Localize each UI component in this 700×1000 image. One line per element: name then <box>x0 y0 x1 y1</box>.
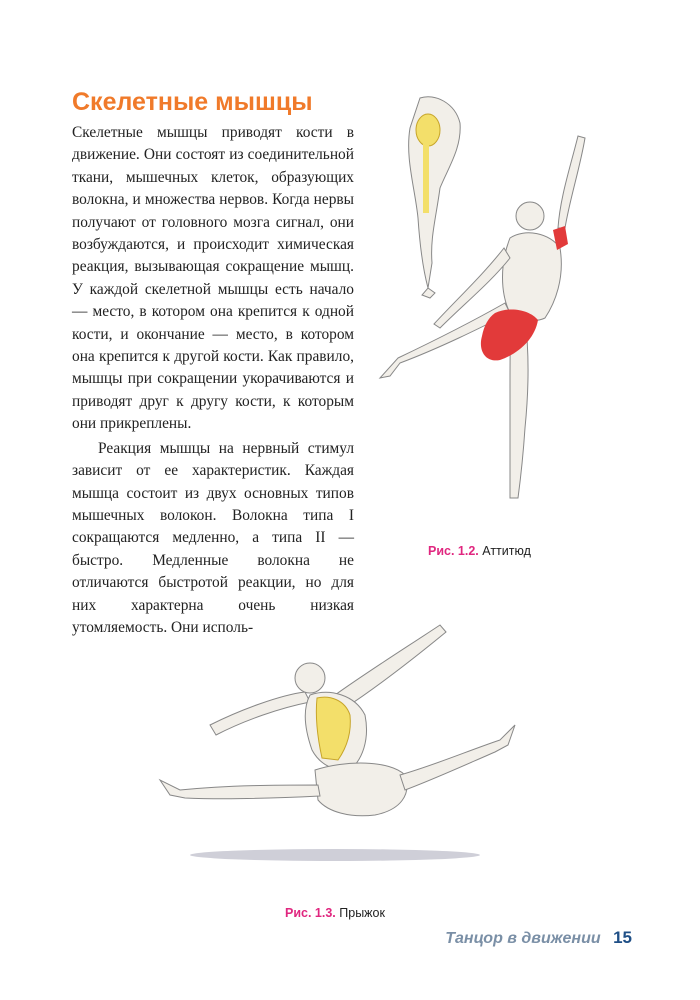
page-footer <box>445 928 632 948</box>
running-title: Танцор в движении <box>445 930 601 947</box>
paragraph-2: Реакция мышцы на нервный стимул зависит от ее характеристик. Каждая мышца состоит из двух основных типов мышечных волокон. Волокна типа I сокращаются медленно, а типа II — быстро. Медленные волокна не отличаются быстротой реакции, но для них характерна очень низкая утомляемость. Они исполь- <box>72 439 354 636</box>
section-heading: Скелетные мышцы <box>72 88 313 116</box>
page-number: 15 <box>613 928 632 947</box>
paragraph-1: Скелетные мышцы приводят кости в движение. Они состоят из соединительной ткани, мышечных клеток, образующих волокна, и множества нервов. Когда нервы получают от головного мозга сигнал, они возбуждаются, и происходит химическая реакция, вызывающая сокращение мышц. У каждой скелетной мышцы есть начало — место, в котором она крепится к одной кости, и окончание — место, в котором она крепится к другой кости. Как правило, мышцы при сокращении укорачиваются и приводят друг к другу кости, к которым они прикреплены. <box>72 124 354 433</box>
figure-caption-1-3 <box>285 906 385 920</box>
figure-number: Рис. 1.2. <box>428 544 479 558</box>
attitude-illustration <box>360 88 600 528</box>
ground-shadow <box>190 849 480 861</box>
hip-bone-highlight <box>416 114 440 146</box>
figure-number: Рис. 1.3. <box>285 906 336 920</box>
dancer-figure <box>380 136 585 498</box>
figure-title: Прыжок <box>339 906 385 920</box>
body-text <box>72 122 354 639</box>
figure-title: Аттитюд <box>482 544 531 558</box>
figure-caption-1-2 <box>428 544 531 558</box>
femur-bone-highlight <box>423 143 429 213</box>
jump-illustration <box>150 600 530 870</box>
